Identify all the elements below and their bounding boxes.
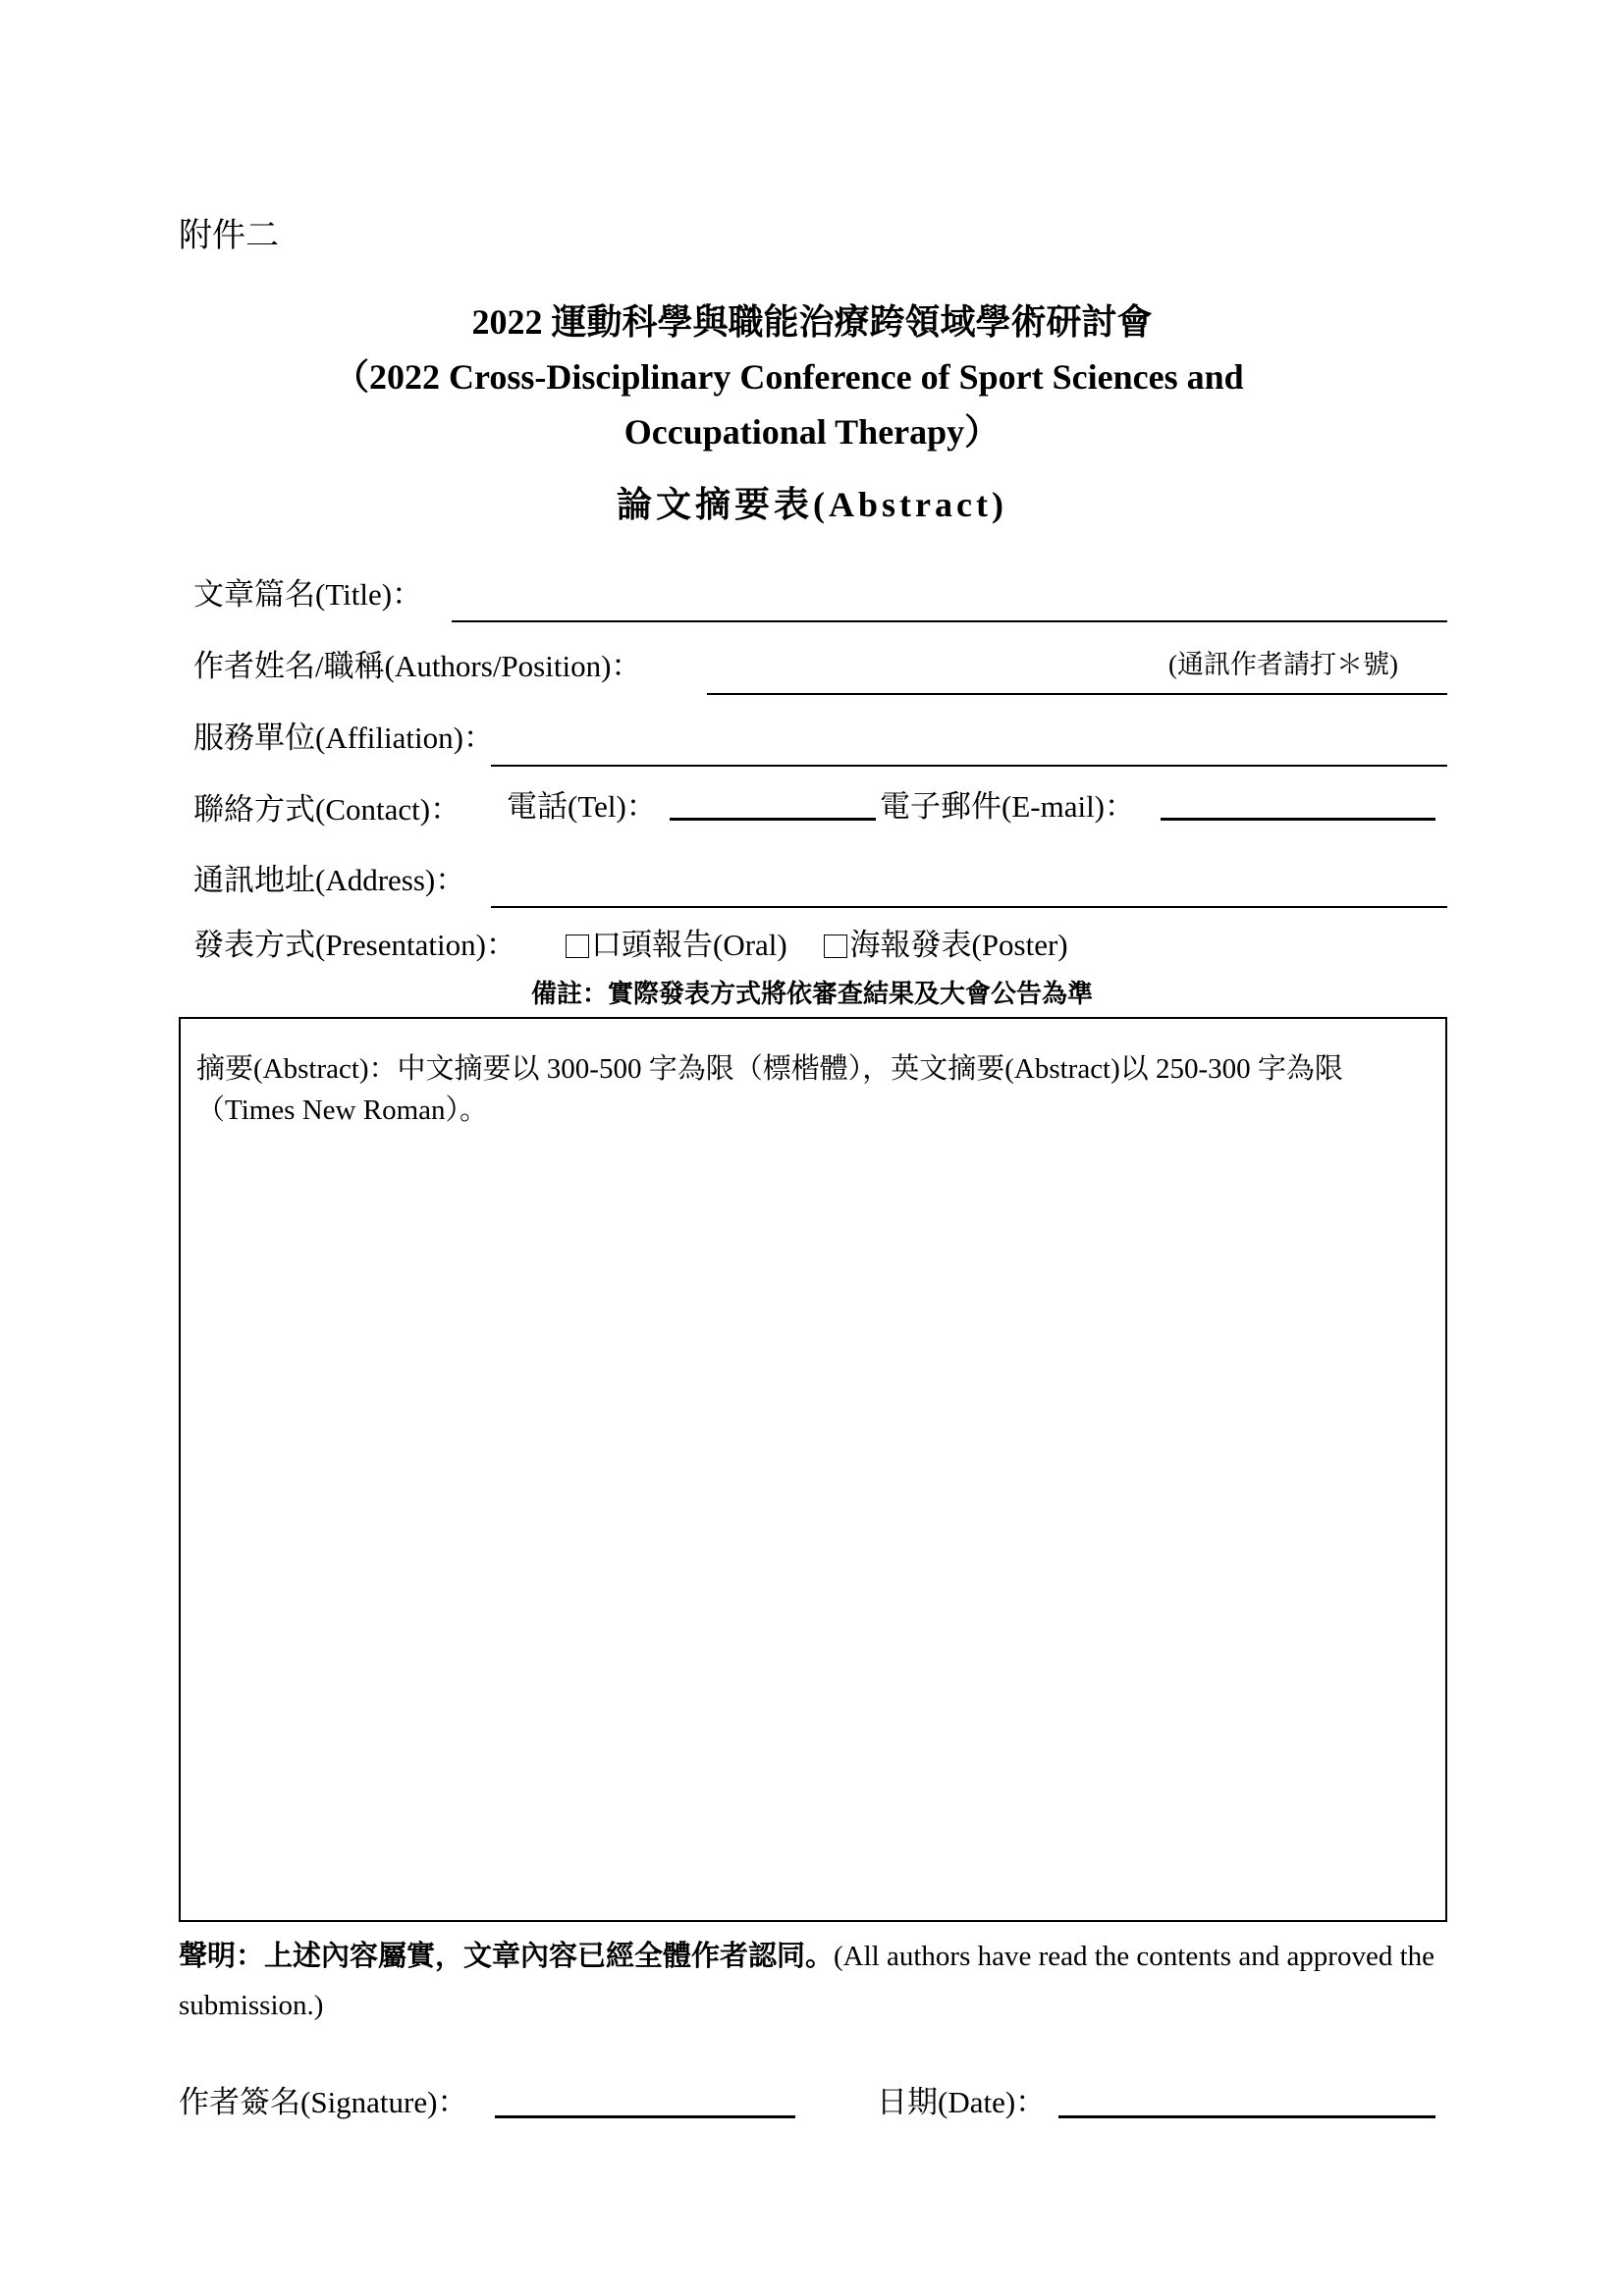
email-label: 電子郵件(E-mail)： bbox=[880, 789, 1136, 824]
email-underline bbox=[1161, 818, 1435, 821]
date-underline bbox=[1058, 2115, 1435, 2118]
conference-title-en-line2: Occupational Therapy） bbox=[623, 412, 1001, 452]
title-underline bbox=[452, 620, 1447, 622]
authors-note: (通訊作者請打＊號) bbox=[1168, 650, 1398, 679]
address-label: 通訊地址(Address)： bbox=[193, 863, 466, 897]
declaration-zh: 聲明：上述內容屬實，文章內容已經全體作者認同。 bbox=[179, 1941, 835, 1972]
attachment-label: 附件二 bbox=[179, 218, 279, 254]
option-oral[interactable] bbox=[566, 920, 787, 964]
declaration bbox=[179, 1932, 1455, 2030]
option-poster-label: 海報發表(Poster) bbox=[849, 928, 1068, 962]
presentation-remark: 備註：實際發表方式將依審查結果及大會公告為準 bbox=[530, 980, 1093, 1008]
abstract-box[interactable] bbox=[179, 1017, 1447, 1922]
abstract-instruction: 摘要(Abstract)：中文摘要以 300-500 字為限（標楷體），英文摘要(Abstract)以 250-300 字為限（Times New Roman）。 bbox=[196, 1053, 1343, 1126]
signature-label: 作者簽名(Signature)： bbox=[179, 2085, 468, 2119]
checkbox-oral[interactable] bbox=[566, 934, 589, 958]
tel-underline bbox=[670, 818, 876, 821]
declaration-en: (All authors have read the contents and approved the submission.) bbox=[179, 1941, 1435, 2021]
option-poster[interactable] bbox=[824, 920, 1067, 964]
affiliation-label: 服務單位(Affiliation)： bbox=[193, 721, 494, 755]
affiliation-underline bbox=[491, 765, 1447, 767]
form-title: 論文摘要表(Abstract) bbox=[617, 485, 1007, 524]
option-oral-label: 口頭報告(Oral) bbox=[591, 928, 787, 962]
authors-underline bbox=[707, 693, 1447, 695]
address-underline bbox=[491, 906, 1447, 908]
conference-title-zh: 2022 運動科學與職能治療跨領域學術研討會 bbox=[471, 302, 1153, 342]
authors-label: 作者姓名/職稱(Authors/Position)： bbox=[193, 649, 642, 683]
presentation-label: 發表方式(Presentation)： bbox=[193, 928, 516, 962]
signature-underline bbox=[495, 2115, 795, 2118]
title-label: 文章篇名(Title)： bbox=[193, 577, 423, 612]
checkbox-poster[interactable] bbox=[824, 934, 847, 958]
date-label: 日期(Date)： bbox=[877, 2085, 1047, 2119]
tel-label: 電話(Tel)： bbox=[507, 789, 657, 824]
contact-label: 聯絡方式(Contact)： bbox=[193, 792, 461, 827]
presentation-options bbox=[566, 920, 1068, 964]
conference-title-en-line1: （2022 Cross-Disciplinary Conference of Sport Sciences and bbox=[334, 357, 1244, 397]
